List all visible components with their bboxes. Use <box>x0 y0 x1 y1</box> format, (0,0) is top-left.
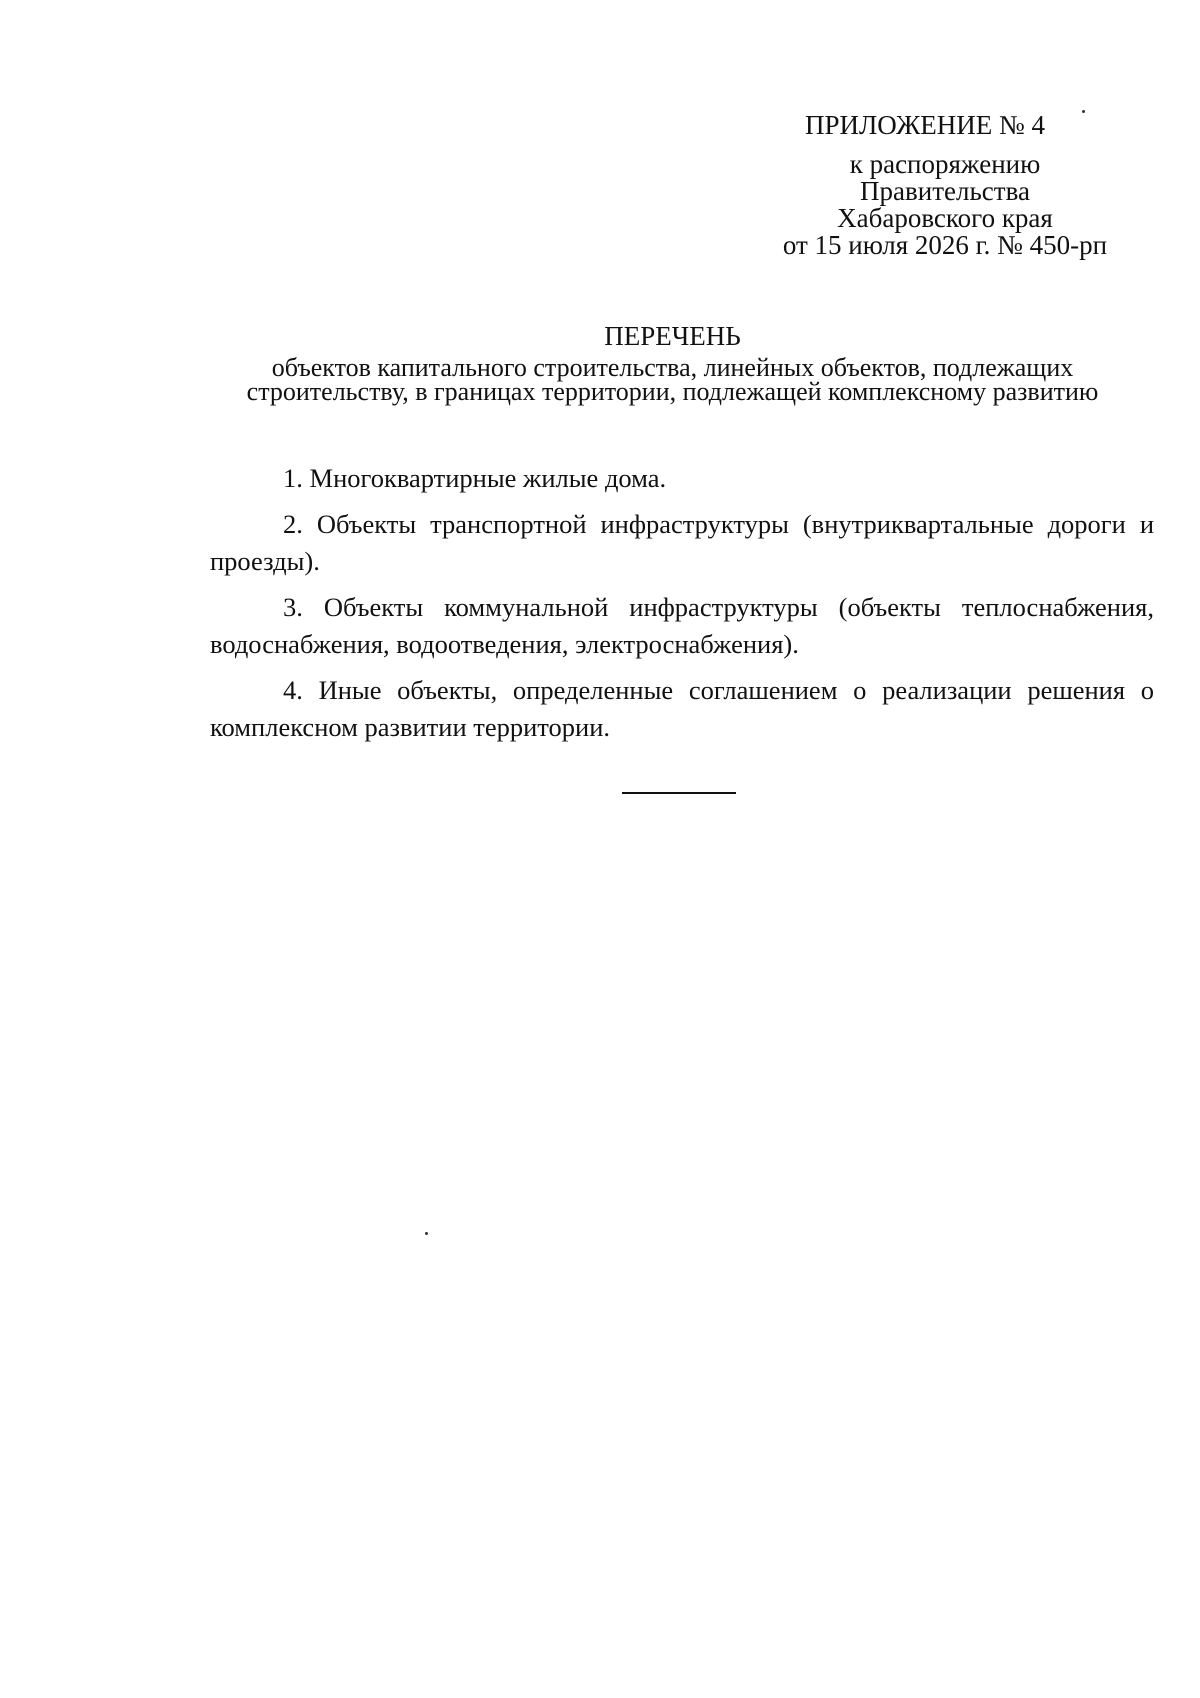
annex-line-2: Правительства <box>860 176 1030 206</box>
annex-block <box>760 112 1130 259</box>
heading-subtitle-line-2: строительству, в границах территории, подлежащей комплексному развитию <box>246 377 1099 406</box>
scan-speck <box>425 1232 428 1235</box>
annex-line-3: Хабаровского края <box>837 203 1053 233</box>
list-item-1: 1. Многоквартирные жилые дома. <box>283 463 667 493</box>
document-heading <box>200 320 1145 404</box>
annex-line-1: к распоряжению <box>849 149 1041 179</box>
scan-speck <box>1082 110 1085 113</box>
heading-title: ПЕРЕЧЕНЬ <box>604 321 741 351</box>
heading-subtitle <box>200 353 1145 406</box>
list-item-2: 2. Объекты транспортной инфраструктуры (внутриквартальные дороги и проезды). <box>210 509 1154 576</box>
annex-line-4: от 15 июля 2026 г. № 450-рп <box>782 230 1108 260</box>
items-list <box>210 460 1154 755</box>
list-item-3: 3. Объекты коммунальной инфраструктуры (объекты теплоснабжения, водоснабжения, водоотведения, электроснабжения). <box>210 592 1154 659</box>
annex-title: ПРИЛОЖЕНИЕ № 4 <box>804 110 1046 140</box>
closing-rule <box>622 792 736 794</box>
list-item-4: 4. Иные объекты, определенные соглашением о реализации решения о комплексном развитии территории. <box>210 675 1154 742</box>
heading-subtitle-line-1: объектов капитального строительства, линейных объектов, подлежащих <box>271 353 1074 382</box>
